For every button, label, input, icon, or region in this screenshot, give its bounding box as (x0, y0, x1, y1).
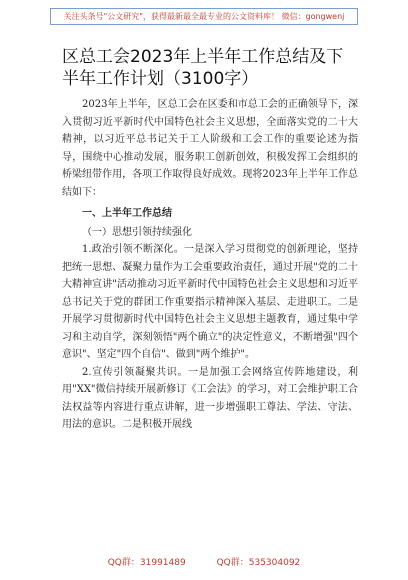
document-body (62, 96, 358, 434)
header-banner: 关注头条号"公文研究"，获得最新最全最专业的公文资料库！ 微信：gongwenj (50, 8, 358, 25)
body-paragraph-2: 2.宣传引领凝聚共识。一是加强工会网络宣传阵地建设，利用"XX"微信持续开展新修订《工会法》的学习，对工会维护职工合法权益等内容进行重点讲解，进一步增强职工尊法、学法、守法、用法的意识。二是积极开展线 (62, 366, 358, 430)
document-title: 区总工会2023年上半年工作总结及下半年工作计划（3100字） (62, 47, 344, 89)
section-heading: 一、上半年工作总结 (82, 208, 172, 219)
intro-paragraph: 2023年上半年，区总工会在区委和市总工会的正确领导下，深入贯彻习近平新时代中国特色社会主义思想，全面落实党的二十大精神，以习近平总书记关于工人阶级和工会工作的重要论述为指导，围绕中心推动发展，服务职工创新创效，积极发挥工会组织的桥梁纽带作用，各项工作取得良好成效。现将2023年上半年工作总结如下： (62, 99, 358, 198)
footer-qq-group-1: QQ群：31991489 (107, 558, 186, 568)
footer-contact (0, 555, 408, 568)
subsection-heading: （一）思想引领持续强化 (82, 226, 192, 238)
footer-qq-group-2: QQ群：535304092 (216, 558, 301, 568)
body-paragraph-1: 1.政治引领不断深化。一是深入学习贯彻党的创新理论，坚持把统一思想、凝聚力量作为工会重要政治责任，通过开展"党的二十大精神宣讲"活动推动习近平新时代中国特色社会主义思想和习近平总书记关于党的群团工作重要指示精神深入基层、走进职工。二是开展学习贯彻新时代中国特色社会主义思想主题教育，通过集中学习和主动自学，深刻领悟"两个确立"的决定性意义，不断增强"四个意识"、坚定"四个自信"、做到"两个维护"。 (62, 244, 358, 360)
